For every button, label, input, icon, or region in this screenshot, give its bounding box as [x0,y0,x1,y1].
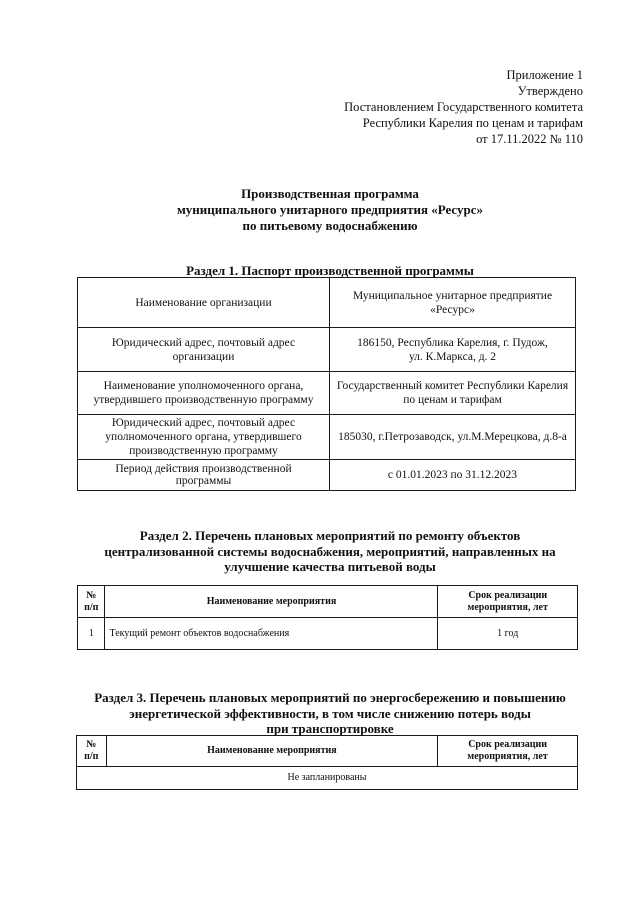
program-passport-table [77,277,576,491]
program-title-line1: Производственная программа [241,186,419,201]
approval-authority-line1: Постановлением Государственного комитета [344,100,583,114]
passport-label: Период действия производственной программы [78,460,330,491]
passport-value: 185030, г.Петрозаводск, ул.М.Мерецкова, д.8-а [330,415,576,460]
column-header-measure: Наименование мероприятия [106,736,438,767]
table-row [78,618,578,650]
table-row [78,328,576,372]
column-header-term: Срок реализации мероприятия, лет [438,586,578,618]
section3-title: Раздел 3. Перечень плановых мероприятий по энергосбережению и повышению энергетической эффективности, в том числе снижению потерь воды при транспортировке [94,690,566,736]
approval-authority-line2: Республики Карелия по ценам и тарифам [362,116,583,130]
passport-value: Государственный комитет Республики Карелия по ценам и тарифам [330,372,576,415]
approval-block [344,67,583,147]
table-header-row [78,586,578,618]
measure-name: Текущий ремонт объектов водоснабжения [105,618,438,650]
program-title-line2: муниципального унитарного предприятия «Ресурс» [176,202,484,217]
approved-label: Утверждено [517,84,583,98]
appendix-number: Приложение 1 [506,68,583,82]
column-header-number: № п/п [78,586,105,618]
column-header-term: Срок реализации мероприятия, лет [438,736,578,767]
passport-value: Муниципальное унитарное предприятие «Ресурс» [330,278,576,328]
table-row [77,767,578,790]
row-number: 1 [78,618,105,650]
section2-title: Раздел 2. Перечень плановых мероприятий по ремонту объектов централизованной системы водоснабжения, мероприятий, направленных на улучшение качества питьевой воды [104,528,556,574]
passport-label: Юридический адрес, почтовый адрес организации [78,328,330,372]
column-header-measure: Наименование мероприятия [105,586,438,618]
table-row [78,460,576,491]
passport-value: с 01.01.2023 по 31.12.2023 [330,460,576,491]
passport-label: Юридический адрес, почтовый адрес уполномоченного органа, утвердившего производственную программу [78,415,330,460]
measure-term: 1 год [438,618,578,650]
table-row [78,372,576,415]
not-planned-cell: Не запланированы [77,767,578,790]
passport-label: Наименование уполномоченного органа, утвердившего производственную программу [78,372,330,415]
column-header-number: № п/п [77,736,107,767]
table-header-row [77,736,578,767]
repair-measures-table [77,585,578,650]
table-row [78,415,576,460]
program-title-line3: по питьевому водоснабжению [242,218,418,233]
energy-saving-measures-table [76,735,578,790]
table-row [78,278,576,328]
approval-date-number: от 17.11.2022 № 110 [476,132,583,146]
passport-label: Наименование организации [78,278,330,328]
program-title [60,186,600,234]
passport-value: 186150, Республика Карелия, г. Пудож, ул. К.Маркса, д. 2 [330,328,576,372]
section1-title: Раздел 1. Паспорт производственной программы [186,263,474,278]
